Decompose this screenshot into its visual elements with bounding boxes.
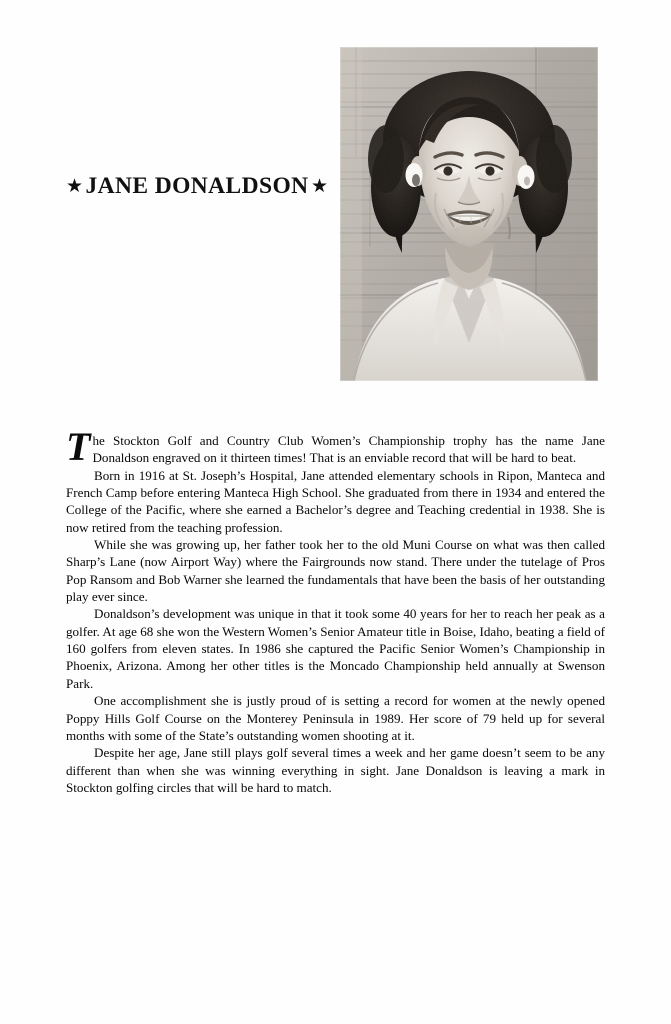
paragraph-2: Born in 1916 at St. Joseph’s Hospital, Jane attended elementary schools in Ripon, Manteca and French Camp before entering Manteca High School. She graduated from there in 1934 and entered the College of the Pacific, where she earned a Bachelor’s degree and Teaching credential in 1938. She is now retired from the teaching profession. — [66, 467, 605, 535]
page-title — [66, 172, 328, 202]
portrait-photo-image — [340, 47, 598, 381]
star-icon-right: ★ — [310, 175, 328, 197]
paragraph-1 — [66, 424, 605, 469]
drop-cap: T — [66, 424, 91, 469]
profile-name-heading: JANE DONALDSON — [85, 173, 309, 200]
paragraph-4: Donaldson’s development was unique in that it took some 40 years for her to reach her peak as a golfer. At age 68 she won the Western Women’s Senior Amateur title in Boise, Idaho, beating a field of 160 golfers from eleven states. In 1986 she captured the Pacific Senior Women’s Championship in Phoenix, Arizona. Among her other titles is the Moncado Championship held annually at Swenson Park. — [66, 606, 605, 691]
portrait-photo — [340, 47, 598, 381]
paragraph-1-text: he Stockton Golf and Country Club Women’s Championship trophy has the name Jane Donaldson engraved on it thirteen times! That is an enviable record that will be hard to beat. — [92, 433, 605, 466]
star-icon-left: ★ — [66, 175, 84, 197]
paragraph-6: Despite her age, Jane still plays golf several times a week and her game doesn’t seem to be any different than when she was winning everything in sight. Jane Donaldson is leaving a mark in Stockton golfing circles that will be hard to match. — [66, 745, 605, 795]
paragraph-5: One accomplishment she is justly proud of is setting a record for women at the newly opened Poppy Hills Golf Course on the Monterey Peninsula in 1989. Her score of 79 held up for several months with some of the State’s outstanding women shooting at it. — [66, 693, 605, 743]
paragraph-3: While she was growing up, her father took her to the old Muni Course on what was then called Sharp’s Lane (now Airport Way) where the Fairgrounds now stand. There under the tutelage of Pros Pop Ransom and Bob Warner she learned the fundamentals that have been the basis of her outstanding play ever since. — [66, 537, 605, 605]
article-body — [66, 424, 605, 796]
